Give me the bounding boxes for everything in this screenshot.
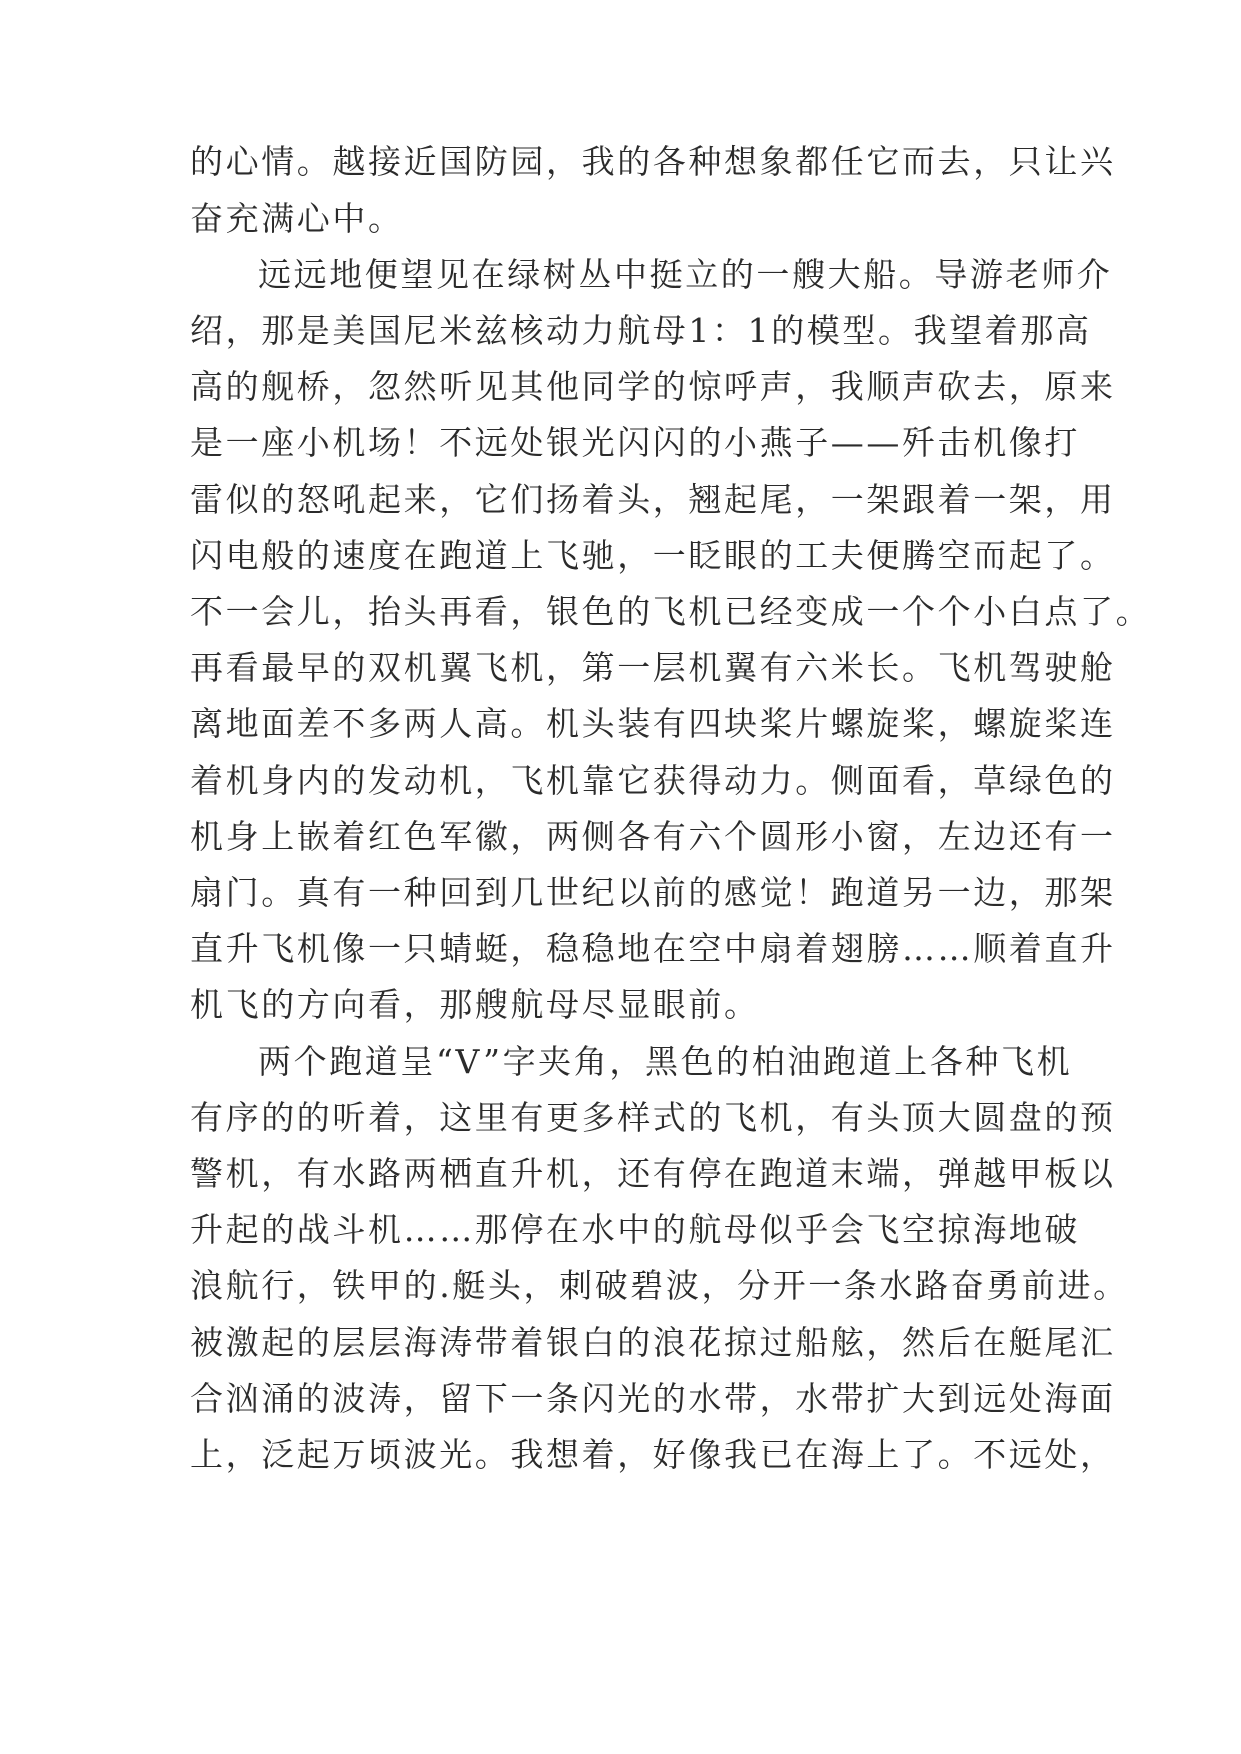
- text-line: 浪航行，铁甲的.艇头，刺破碧波，分开一条水路奋勇前进。: [190, 1266, 1129, 1305]
- text-line: 再看最早的双机翼飞机，第一层机翼有六米长。飞机驾驶舱: [190, 648, 1116, 687]
- text-line: 警机，有水路两栖直升机，还有停在跑道末端，弹越甲板以: [190, 1154, 1116, 1193]
- text-line: 有序的的听着，这里有更多样式的飞机，有头顶大圆盘的预: [190, 1098, 1116, 1137]
- text-line: 合汹涌的波涛，留下一条闪光的水带，水带扩大到远处海面: [190, 1379, 1116, 1418]
- text-line: 闪电般的速度在跑道上飞驰，一眨眼的工夫便腾空而起了。: [190, 536, 1116, 575]
- text-line: 绍，那是美国尼米兹核动力航母1：1的模型。我望着那高: [190, 311, 1092, 350]
- text-line: 高的舰桥，忽然听见其他同学的惊呼声，我顺声砍去，原来: [190, 367, 1116, 406]
- text-line: 雷似的怒吼起来，它们扬着头，翘起尾，一架跟着一架，用: [190, 480, 1116, 519]
- text-line: 着机身内的发动机，飞机靠它获得动力。侧面看，草绿色的: [190, 761, 1116, 800]
- text-line: 的心情。越接近国防园，我的各种想象都任它而去，只让兴: [190, 142, 1116, 181]
- text-line: 是一座小机场！不远处银光闪闪的小燕子——歼击机像打: [190, 423, 1080, 462]
- text-line: 直升飞机像一只蜻蜓，稳稳地在空中扇着翅膀……顺着直升: [190, 929, 1116, 968]
- text-line: 机身上嵌着红色军徽，两侧各有六个圆形小窗，左边还有一: [190, 817, 1116, 856]
- text-line: 上，泛起万顷波光。我想着，好像我已在海上了。不远处，: [190, 1435, 1116, 1474]
- text-line: 离地面差不多两人高。机头装有四块桨片螺旋桨，螺旋桨连: [190, 704, 1116, 743]
- text-line: 两个跑道呈“V”字夹角，黑色的柏油跑道上各种飞机: [258, 1042, 1073, 1081]
- text-line: 远远地便望见在绿树丛中挺立的一艘大船。导游老师介: [258, 255, 1113, 294]
- text-line: 奋充满心中。: [190, 199, 404, 238]
- text-line: 扇门。真有一种回到几世纪以前的感觉！跑道另一边，那架: [190, 873, 1116, 912]
- text-line: 机飞的方向看，那艘航母尽显眼前。: [190, 985, 760, 1024]
- text-line: 不一会儿，抬头再看，银色的飞机已经变成一个个小白点了。: [190, 592, 1152, 631]
- text-line: 升起的战斗机……那停在水中的航母似乎会飞空掠海地破: [190, 1210, 1080, 1249]
- text-line: 被激起的层层海涛带着银白的浪花掠过船舷，然后在艇尾汇: [190, 1323, 1116, 1362]
